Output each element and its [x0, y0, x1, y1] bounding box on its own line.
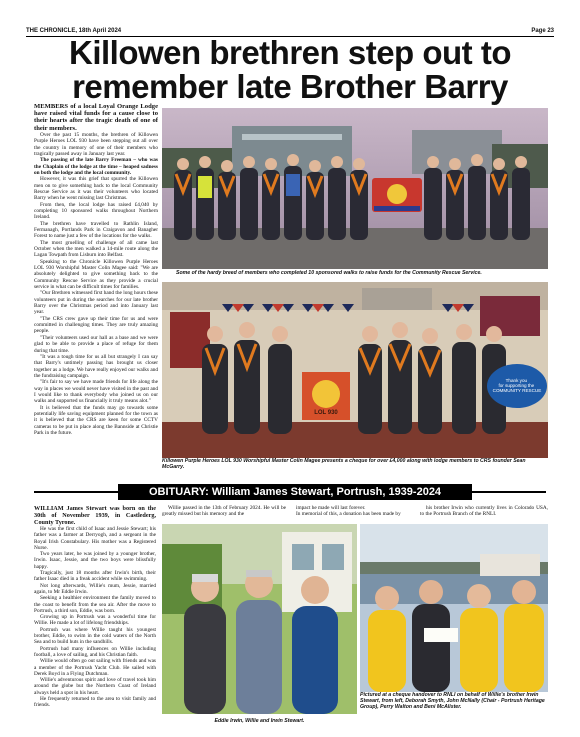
article-paragraph: The brethren have travelled to Rathlin Island, Fermanagh, Portlands Park in Craigavon and Banagher Forest to name just a few of the locations for the walks.	[34, 220, 158, 240]
obituary-title: OBITUARY: William James Stewart, Portrush, 1939-2024	[118, 484, 472, 500]
obituary-paragraph: Not long afterwards, Willie's mum, Jessie, married again, to Mr Eddie Irwin.	[34, 582, 156, 595]
walk-photo-caption: Some of the hardy breed of members who completed 10 sponsored walks to raise funds for the Community Rescue Service.	[176, 270, 482, 276]
obituary-paragraph: In memorial of this, a donation has been made by	[296, 511, 401, 518]
obituary-paragraph: He frequently returned to the area to visit family and friends.	[34, 696, 156, 709]
article-paragraph: The passing of the late Barry Freeman – who was the Chaplain of the lodge at the time – heaped sadness on both the lodge and the local community.	[34, 157, 158, 176]
obituary-paragraph: He was the first child of Isaac and Jessie Stewart; his father was a farmer at Derryogh, and a sergeant in the Royal Irish Constabulary. His mother was a Registered Nurse.	[34, 526, 156, 551]
brothers-image	[162, 524, 357, 714]
rnli-photo-caption: Pictured at a cheque handover to RNLI on behalf of Willie's brother Irwin Stewart, from left, Deborah Smyth, John McNally (Chair - Portrush Heritage Group), Perry Walton and Beni McAlister.	[360, 692, 545, 711]
article-body	[34, 103, 158, 489]
headline-line-1: Killowen brethren step out to	[68, 34, 511, 71]
brothers-photo	[162, 524, 357, 714]
page-number: Page 23	[531, 28, 554, 34]
article-paragraph: Over the past 15 months, the brethren of Killowen Purple Heroes LOL 930 have been stepping out all over the country in memory of one of their members who tragically passed away in January last year.	[34, 131, 158, 157]
article-paragraph: However, it was this grief that spurred the Killowen men on to give something back to the local Community Rescue Service as it was their volunteers who located Barry when he went missing last Christmas.	[34, 176, 158, 202]
obituary-column-3	[290, 505, 414, 519]
obituary-column-4	[420, 505, 548, 519]
obituary-column-1	[34, 505, 156, 733]
article-paragraph: From then, the local lodge has raised £4,040 by completing 10 sponsored walks throughout Northern Ireland.	[34, 201, 158, 221]
article-paragraph: "Their volunteers used our hall as a base and we were glad to be able to provide a place of refuge for them during that time.	[34, 334, 158, 354]
article-paragraph: Speaking to the Chronicle Killowen Purple Heroes LOL 930 Worshipful Master Colin Magee said: "We are absolutely delighted to give something back to the Community Rescue Service as they provide a crucial service in what can be difficult times for families.	[34, 258, 158, 291]
obituary-paragraph: his brother Irwin who currently lives in Colorado USA, to the Portrush Branch of the RNLI.	[420, 505, 548, 518]
walk-group-photo	[162, 108, 548, 269]
article-paragraph: "It's fair to say we have made friends for life along the way in places we would never have visited in the past and I would like to thank everybody who joined us on our walks and supported us financially it truly means alot."	[34, 379, 158, 405]
thank-you-sign-text: Thank you for supporting the COMMUNITY RESCUE	[492, 378, 542, 393]
obituary-paragraph: impact he made will last forever.	[296, 505, 366, 511]
headline	[26, 36, 554, 104]
obituary-paragraph: Tragically, just 18 months after Irwin's birth, their father Isaac died in a freak accident while swimming.	[34, 570, 156, 583]
rnli-cheque-image	[360, 524, 548, 692]
lodge-banner-text: LOL 930	[314, 410, 338, 416]
obituary-column-2	[162, 505, 286, 519]
article-lead: MEMBERS of a local Loyal Orange Lodge have raised vital funds for a cause close to their hearts after the tragic death of one of their members.	[34, 103, 158, 132]
cheque-presentation-photo	[162, 282, 548, 458]
obituary-paragraph: Willie would often go out sailing with friends and was a member of the Portrush Yacht Club. He sailed with Derek Boyd in a Flying Dutchman.	[34, 658, 156, 677]
article-paragraph: The most gruelling of challenge of all came last October when the men walked a 14-mile route along the Lagan Towpath from Lisburn into Belfast.	[34, 239, 158, 259]
article-paragraph: "It was a tough time for us all but strangely I can say that Barry's untimely passing has brought us closer together as a lodge. We have really enjoyed our walks and the fundraising campaign.	[34, 353, 158, 379]
obituary-paragraph: Willie passed in the 13th of February 2024. He will be greatly missed but his memory and the	[162, 505, 286, 518]
obituary-paragraph: Growing up in Portrush was a wonderful time for Willie. He made a lot of lifelong friendships.	[34, 614, 156, 627]
obituary-lead: WILLIAM James Stewart was born on the 30th of November 1939, in Castlederg, County Tyrone.	[34, 505, 156, 526]
walk-group-image	[162, 108, 548, 269]
obituary-paragraph: Two years later, he was joined by a younger brother, Irwin. Isaac, Jessie, and the two boys were blissfully happy.	[34, 551, 156, 570]
masthead-date: THE CHRONICLE, 18th April 2024	[26, 28, 122, 34]
obituary-paragraph: Willie's adventurous spirit and love of travel took him around the globe but the Northern Coast of Ireland always held a spot in his heart.	[34, 677, 156, 696]
headline-line-2: remember late Brother Barry	[72, 68, 508, 105]
cheque-photo-caption: Killowen Purple Heroes LOL 930 Worshipful Master Colin Magee presents a cheque for over £4,000 along with lodge members to CRS founder Sean McGarry.	[162, 458, 526, 471]
article-paragraph: It is believed that the funds may go towards some potentially life saving equipment planned for the town as it is believed that the CRS are keen for some CCTV cameras to be put in place along the Bannside at Christie Park in the future.	[34, 404, 158, 436]
obituary-paragraph: Seeking a healthier environment the family moved to the coast to benefit from the sea air. After the move to Portrush, a third son, Eddie, was born.	[34, 595, 156, 614]
cheque-presentation-image	[162, 282, 548, 458]
obituary-paragraph: Portrush had many influences on Willie including football, a love of sailing, and his Christian faith.	[34, 645, 156, 658]
article-paragraph: "Our Brethren witnessed first hand the long hours these volunteers put in during the searches for our late brother Barry over the Christmas period and into January last year.	[34, 290, 158, 316]
brothers-photo-caption: Eddie Irwin, Willie and Irwin Stewart.	[214, 718, 305, 724]
obituary-paragraph: Portrush was where Willie taught his youngest brother, Eddie, to swim in the cold waters of the North Sea and to build huts in the sandhills.	[34, 626, 156, 646]
rnli-cheque-photo	[360, 524, 548, 692]
article-paragraph: "The CRS crew gave up their time for us and were committed in challenging times. They are truly amazing people.	[34, 315, 158, 335]
